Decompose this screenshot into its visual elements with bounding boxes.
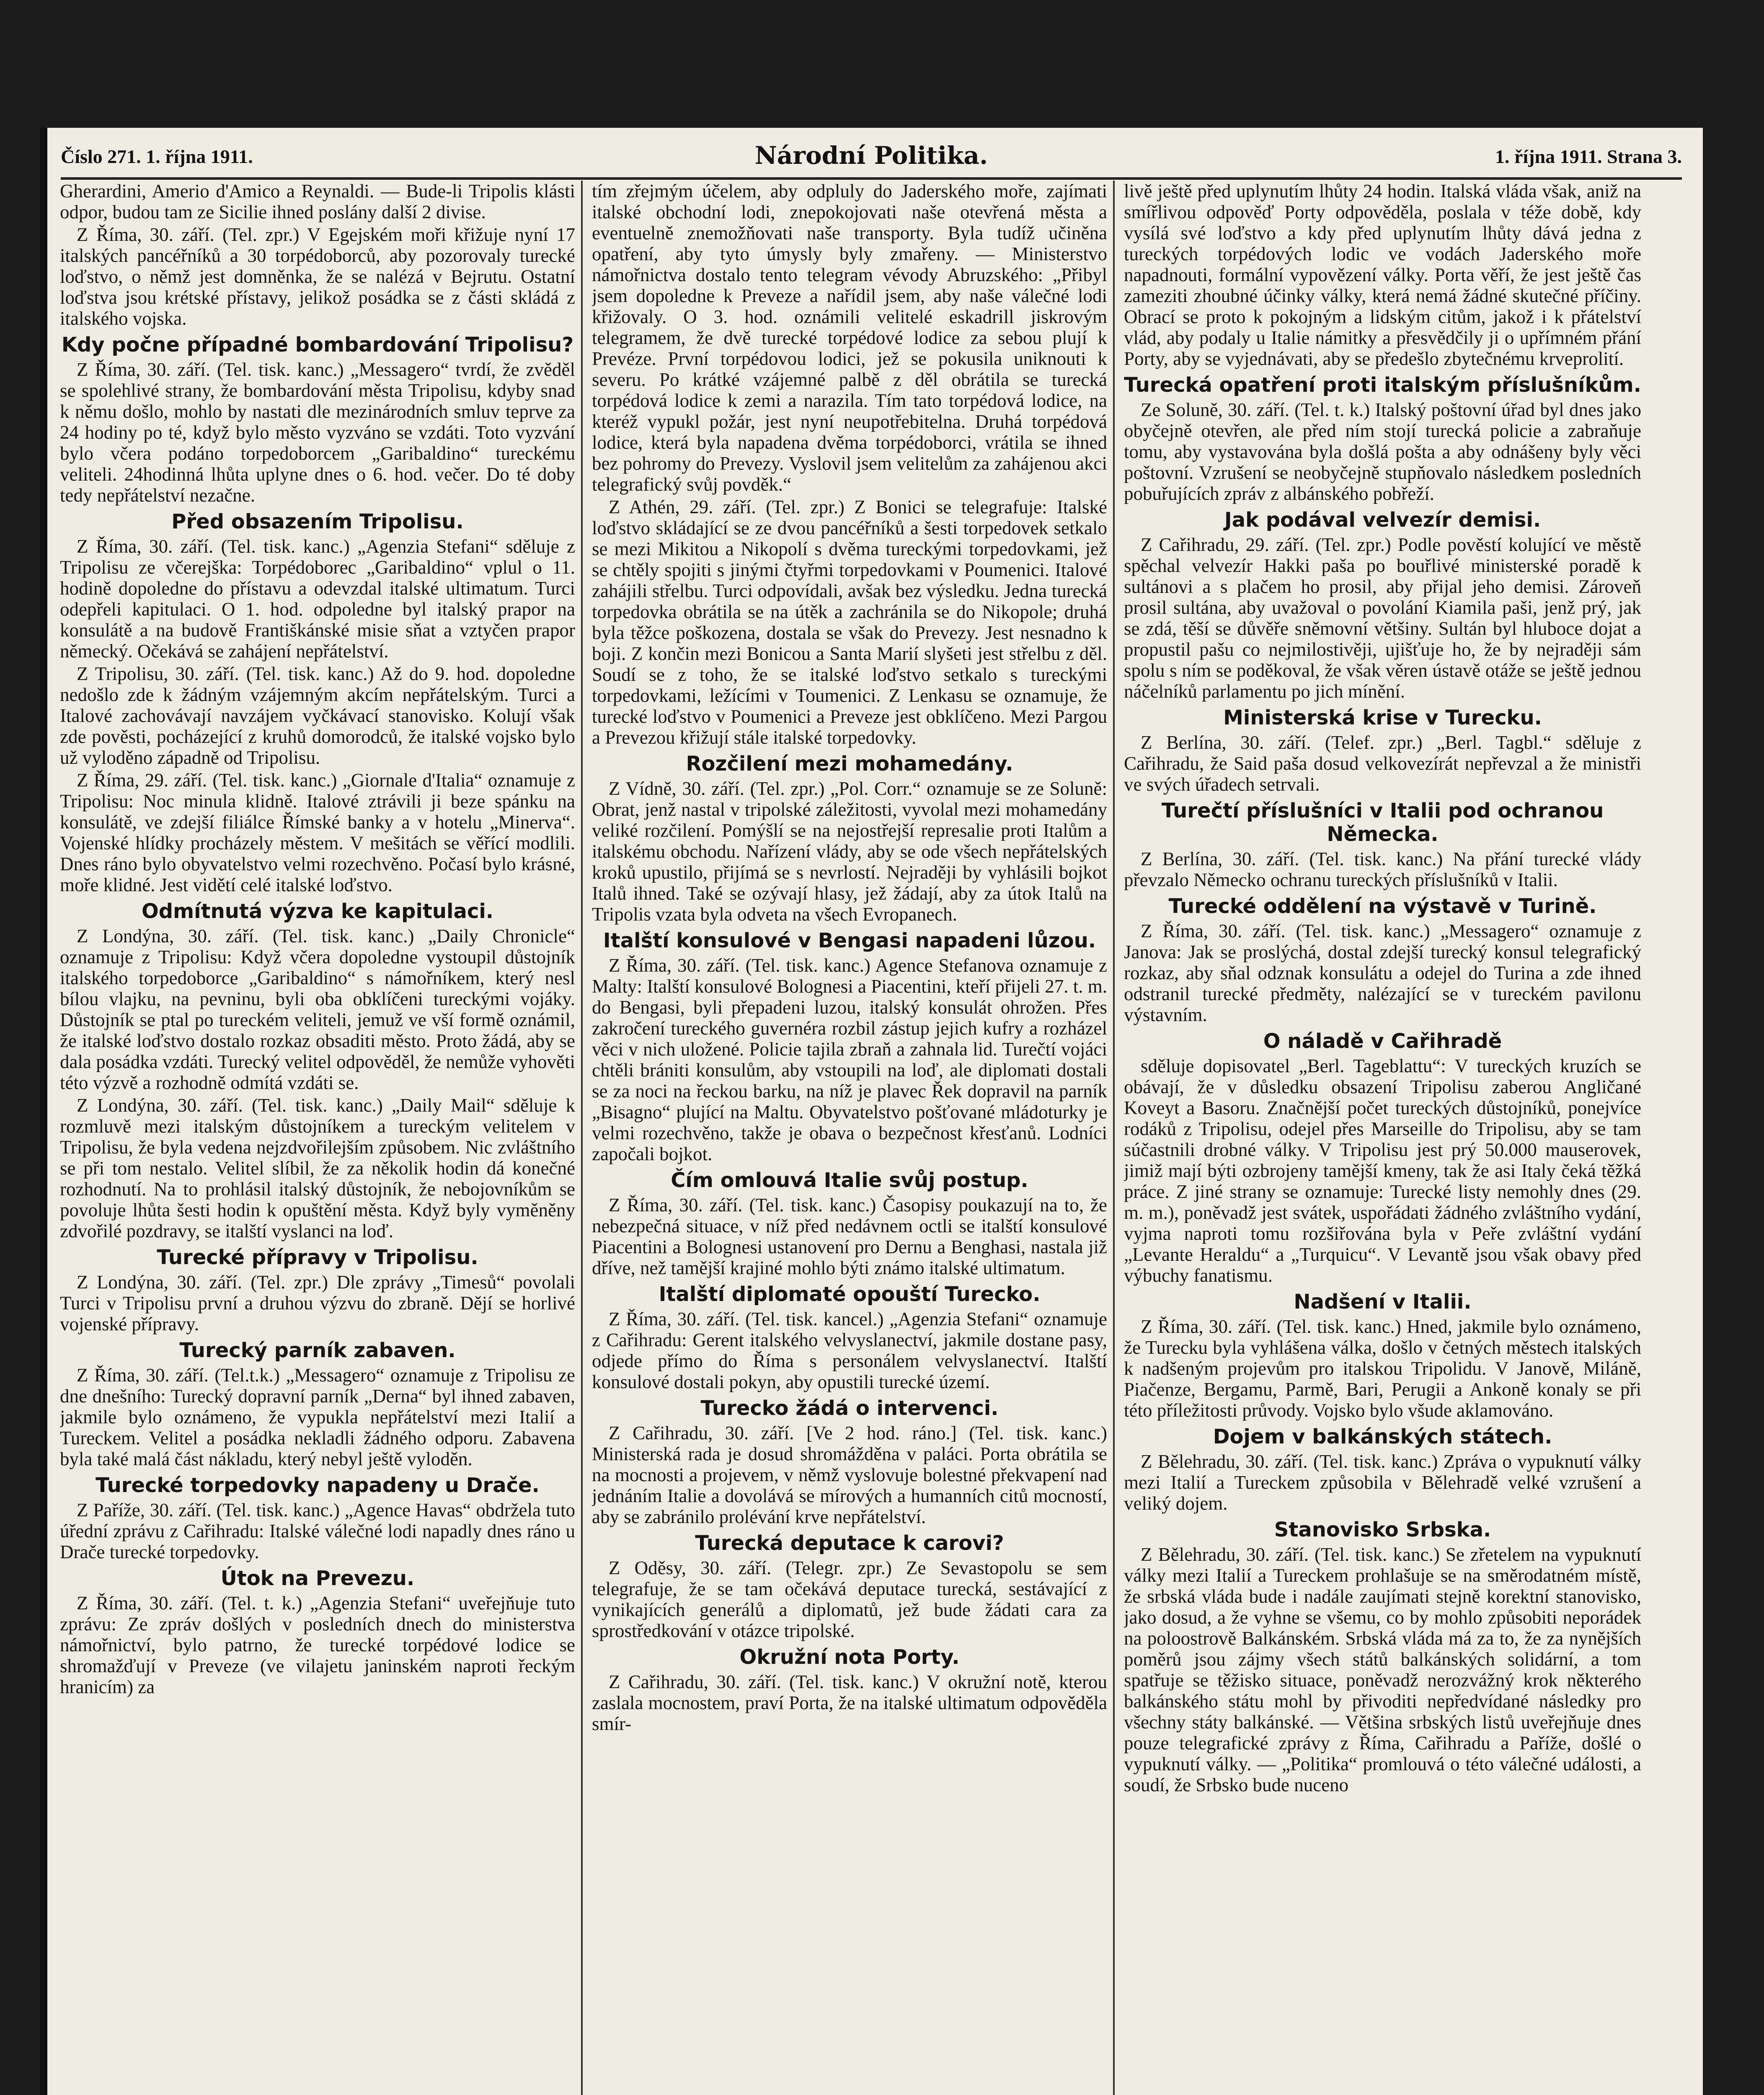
article-headline: Útok na Prevezu. [220, 1567, 415, 1590]
article-headline: Ministerská krise v Turecku. [1223, 706, 1542, 729]
header-issue-date: Číslo 271. 1. října 1911. [61, 146, 253, 167]
article-headline: Turečtí příslušníci v Italii pod ochranou Německa. [1161, 799, 1604, 846]
page-binding-edge [40, 128, 47, 2095]
article-paragraph: Z Říma, 30. září. (Tel. tisk. kanc.) „Messagero“ oznamuje z Janova: Jak se proslýchá, dostal zdejší turecký konsul telegrafický rozkaz, aby sňal odznak konsulátu a odejel do Turina a zde ihned odstranil turecké předměty, nalézající se v tureckém pavilonu výstavním. [1124, 921, 1641, 1025]
article-paragraph: Z Říma, 30. září. (Tel. tisk. kanc.) Časopisy poukazují na to, že nebezpečná situace, v níž před nedávnem octli se italští konsulové Piacentini a Bolognesi ustanovení pro Dernu a Benghasi, nastala již dříve, než tamější krajiné mohlo býti známo italské ultimatum. [592, 1195, 1107, 1278]
article-headline: Italští diplomaté opouští Turecko. [659, 1283, 1041, 1306]
article-headline: Okružní nota Porty. [739, 1645, 960, 1669]
article-headline: Turecká opatření proti italským příslušníkům. [1124, 373, 1641, 397]
article-paragraph: Z Bělehradu, 30. září. (Tel. tisk. kanc.) Zpráva o vypuknutí války mezi Italií a Tureckem způsobila v Bělehradě velké vzrušení a veliký dojem. [1124, 1451, 1641, 1514]
article-paragraph: Z Bělehradu, 30. září. (Tel. tisk. kanc.) Se zřetelem na vypuknutí války mezi Italií a Tureckem prohlašuje se na směrodatném místě, že srbská vláda bude i nadále zaujímati stejně korektní stanovisko, jako dosud, a že vyhne se všemu, co by mohlo způsobiti neporádek na poloostrově Balkánském. Srbská vláda má za to, že za nynějších poměrů jsou zájmy všech států balkánských solidární, a tom spatřuje se těžisko situace, poněvadž nerozvážný krok některého balkánského státu mohl by přivoditi nepředvídané následky pro všechny státy balkánské. — Většina srbských listů uveřejňuje dnes pouze telegrafické zprávy z Říma, Cařihradu a Paříže, došlé o vypuknutí války. — „Politika“ promlouvá o této válečné události, a soudí, že Srbsko bude nuceno [1124, 1544, 1641, 1795]
article-headline: Před obsazením Tripolisu. [171, 510, 464, 533]
text-column-3 [1124, 181, 1641, 2095]
article-headline: Turecko žádá o intervenci. [700, 1397, 999, 1420]
article-paragraph: Z Berlína, 30. září. (Tel. tisk. kanc.) Na přání turecké vlády převzalo Německo ochranu tureckých příslušníků v Italii. [1124, 848, 1641, 890]
article-paragraph: Z Cařihradu, 29. září. (Tel. zpr.) Podle pověstí kolující ve městě spěchal velvezír Hakki paša po bouřlivé ministerské poradě k sultánovi a s plačem ho prosil, aby přijal jeho demisi. Zároveň prosil sultána, aby uvažoval o povolání Kiamila paši, jenž prý, jak se zdá, těší se důvěře sněmovní většiny. Sultán byl hluboce dojat a propustil pašu co nejmilostivěji, ujišťuje ho, že by nejraději sám spolu s ním se poděkoval, že však věren ústavě otáže se ještě jednou náčelníků parlamentu po jich mínění. [1124, 534, 1641, 702]
article-headline: Turecké přípravy v Tripolisu. [157, 1246, 478, 1269]
article-paragraph: Z Říma, 30. září. (Tel. tisk. kanc.) Hned, jakmile bylo oznámeno, že Turecku byla vyhlášena válka, došlo v četných městech italských k nadšeným projevům pro italskou Tripolidu. V Janově, Miláně, Piačenze, Bergamu, Parmě, Bari, Perugii a Ankoně konaly se při této příležitosti průvody. Vojsko bylo všude aklamováno. [1124, 1316, 1641, 1421]
article-paragraph: Z Říma, 30. září. (Tel.t.k.) „Messagero“ oznamuje z Tripolisu ze dne dnešního: Turecký dopravní parník „Derna“ byl ihned zabaven, jakmile bylo oznámeno, že vypukla nepřátelství mezi Italií a Tureckem. Velitel a posádka nekladli žádného odporu. Zabavena byla také malá část nákladu, který nebyl ještě vyloděn. [60, 1365, 575, 1469]
article-paragraph: Z Athén, 29. září. (Tel. zpr.) Z Bonici se telegrafuje: Italské loďstvo skládající se ze dvou pancéřníků a šesti torpedovek setkalo se mezi Mikitou a Nikopolí s dvěma tureckými torpedovkami, jež se chtěly spojiti s jinými čtyřmi torpedovkami v Poumenici. Italové zahájili střelbu. Turci odpovídali, avšak bez výsledku. Jedna turecká torpedovka obrátila se na útěk a zachránila se do Nikopole; druhá byla těžce poškozena, dostala se však do Prevezy. Jest nesnadno k boji. Z končin mezi Bonicou a Santa Marií slyšeti jest střelbu z děl. Soudí se z toho, že se italské loďstvo setkalo s tureckými torpedovkami, ležícími v Toumenici. Z Lenkasu se oznamuje, že turecké loďstvo v Poumenici a Preveze jest obklíčeno. Mezi Pargou a Prevezou křižují stále italské torpedovky. [592, 497, 1107, 748]
page-header [61, 139, 1682, 176]
article-headline: Čím omlouvá Italie svůj postup. [671, 1169, 1028, 1192]
article-paragraph: Z Londýna, 30. září. (Tel. tisk. kanc.) „Daily Chronicle“ oznamuje z Tripolisu: Když včera dopoledne vystoupil důstojník italského torpedoborce „Garibaldino“ s námořníkem, který nesl bílou vlajku, na pevninu, byli oba obklíčeni tureckými vojáky. Důstojník se ptal po tureckém veliteli, jemuž ve vší formě oznámil, že italské loďstvo dostalo rozkaz obsaditi město. Proto žádá, aby se dala posádka vzdáti. Turecký velitel odpověděl, že nemůže vyhověti této výzvě a rozhodně odmítá vzdáti se. [60, 926, 575, 1093]
article-headline: Kdy počne případné bombardování Tripolisu? [61, 333, 574, 357]
article-paragraph: Z Říma, 30. září. (Tel. tisk. kanc.) „Messagero“ tvrdí, že zvěděl se spolehlivé strany, že bombardování města Tripolisu, kdyby snad k němu došlo, mohlo by nastati dle mezinárodních smluv teprve za 24 hodiny po té, když bylo město vyzváno se vzdáti. Toto vyzvání bylo včera podáno torpedoborcem „Garibaldino“ tureckému veliteli. 24hodinná lhůta uplyne dnes o 6. hod. večer. Do té doby tedy nepřátelství nezačne. [60, 359, 575, 506]
article-paragraph: Ze Soluně, 30. září. (Tel. t. k.) Italský poštovní úřad byl dnes jako obyčejně otevřen, ale před ním stojí turecká policie a zabraňuje tomu, aby vystavována byla došlá pošta a aby odnášeny byly věci poštovní. Vzrušení se neobyčejně stupňovalo následkem posledních pobuřujících zpráv z albánského pobřeží. [1124, 399, 1641, 504]
article-paragraph: Z Paříže, 30. září. (Tel. tisk. kanc.) „Agence Havas“ obdržela tuto úřední zprávu z Cařihradu: Italské válečné lodi napadly dnes ráno u Drače turecké torpedovky. [60, 1500, 575, 1562]
article-headline: Italští konsulové v Bengasi napadeni lůzou. [603, 929, 1096, 952]
newspaper-page [40, 128, 1703, 2095]
article-headline: Turecké oddělení na výstavě v Turině. [1168, 895, 1597, 918]
article-paragraph: Z Říma, 30. září. (Tel. tisk. kancel.) „Agenzia Stefani“ oznamuje z Cařihradu: Gerent italského velvyslanectví, jakmile dostane pasy, odjede přímo do Říma s personálem velvyslanectví. Italští konsulové dostali pokyn, aby opustili turecké území. [592, 1309, 1107, 1392]
article-paragraph: tím zřejmým účelem, aby odpluly do Jaderského moře, zajímati italské obchodní lodi, znepokojovati naše otevřená města a eventuelně znemožňovati naše transporty. Byla tudíž učiněna opatření, aby tyto úmysly byly zmařeny. — Ministerstvo námořnictva dostalo tento telegram vévody Abruzského: „Přibyl jsem dopoledne k Preveze a nařídil jsem, aby naše válečné lodi křižovaly. O 3. hod. oznámili velitelé eskadrill jiskrovým telegramem, že dvě turecké torpédové lodice za sebou plují k Prevéze. První torpédovou lodici, jež se pokusila uniknouti k severu. Po krátké vzájemné palbě z děl obrátila se turecká torpédová lodice k zemi a narazila. Tím tato torpédová lodice, na kteréž vypukl požár, jest nyní neupotřebitelna. Druhá torpédová lodice, která byla napadena dvěma torpédoborci, vrátila se ihned bez pohromy do Prevezy. Vyslovil jsem velitelům za zahájenou akci telegrafický svůj povděk.“ [592, 181, 1107, 495]
article-paragraph: Z Cařihradu, 30. září. [Ve 2 hod. ráno.] (Tel. tisk. kanc.) Ministerská rada je dosud shromážděna v paláci. Porta obrátila se na mocnosti a projevem, v němž vyslovuje bolestné překvapení nad jednáním Italie a dovolává se mírových a humanních citů mocností, aby se zabránilo prolévání krve nepřátelství. [592, 1423, 1107, 1527]
article-paragraph: Gherardini, Amerio d'Amico a Reynaldi. — Bude-li Tripolis klásti odpor, budou tam ze Sicilie ihned poslány další 2 divise. [60, 181, 575, 222]
header-masthead: Národní Politika. [754, 141, 988, 170]
article-paragraph: livě ještě před uplynutím lhůty 24 hodin. Italská vláda však, aniž na smířlivou odpověď Porty odpověděla, poslala v téže době, kdy vysílá své loďstvo a kdy před uplynutím lhůty dává jedna z tureckých torpédových lodic ve vodách Jaderského moře napadnouti, formální vypovězení války. Porta věří, že jest ještě čas zameziti zhoubné účinky války, která nemá žádné skutečné příčiny. Obrací se proto k pokojným a lidským citům, jakož i k přátelství vlád, aby podaly u Italie námitky a přesvědčily ji o upřímném přání Porty, aby se vyjednávati, aby se předešlo zbytečnému krveprolití. [1124, 181, 1641, 369]
article-paragraph: Z Oděsy, 30. září. (Telegr. zpr.) Ze Sevastopolu se sem telegrafuje, že se tam očekává deputace turecká, sestávající z vynikajících generálů a diplomatů, jež bude žádati cara za sprostředkování v otázce tripolské. [592, 1557, 1107, 1641]
article-paragraph: Z Říma, 30. září. (Tel. zpr.) V Egejském moři křižuje nyní 17 italských pancéřníků a 30 torpédoborců, aby pozorovaly turecké loďstvo, o němž jest domněnka, že se nalézá v Bejrutu. Ostatní loďstva jsou krétské přístavy, jelikož posádka se z části skládá z italského vojska. [60, 224, 575, 329]
article-paragraph: Z Vídně, 30. září. (Tel. zpr.) „Pol. Corr.“ oznamuje se ze Soluně: Obrat, jenž nastal v tripolské záležitosti, vyvolal mezi mohamedány veliké rozčilení. Pomýšlí se na nejostřejší represalie proti Italům a italskému obchodu. Nařízení vlády, aby se ode všech nepřátelských kroků upustilo, přijímá se s nevrlostí. Nejraději by vyhlásili bojkot Italů ihned. Také se ozývají hlasy, jež žádají, aby za útok Italů na Tripolis vzata byla odveta na všech Evropanech. [592, 778, 1107, 925]
article-paragraph: Z Berlína, 30. září. (Telef. zpr.) „Berl. Tagbl.“ sděluje z Cařihradu, že Said paša dosud velkovezírát nepřevzal a že ministři ve svých úřadech setrvali. [1124, 732, 1641, 795]
article-headline: Turecká deputace k carovi? [695, 1531, 1004, 1555]
text-column-1 [60, 181, 575, 2095]
article-paragraph: Z Říma, 30. září. (Tel. tisk. kanc.) Agence Stefanova oznamuje z Malty: Italští konsulové Bolognesi a Piacentini, kteří přijeli 27. t. m. do Bengasi, byli přepadeni luzou, italský konsulát ohrožen. Přes zakročení tureckého guvernéra rozbil zástup jejich kufry a rozházel věci v nich uložené. Policie tajila zbraň a zahnala lid. Turečtí vojáci chtěli brániti konsulům, aby vstoupili na loď, ale diplomati dostali se za noci na řeckou barku, na níž je plavec Řek dopravil na parník „Bisagno“ plující na Maltu. Obyvatelstvo pošťované mládoturky je velmi rozechvěno, takže je obava o bezpečnost křesťanů. Lodníci započali bojkot. [592, 955, 1107, 1164]
header-date-page: 1. října 1911. Strana 3. [1495, 146, 1682, 167]
article-headline: Stanovisko Srbska. [1274, 1518, 1491, 1542]
header-rule [61, 177, 1682, 180]
column-divider [581, 181, 583, 2095]
article-paragraph: Z Říma, 30. září. (Tel. t. k.) „Agenzia Stefani“ uveřejňuje tuto zprávu: Ze zpráv došlých v posledních dnech do ministerstva námořnictví, bylo patrno, že turecké torpédové lodice se shromažďují v Preveze (ve vilajetu janinském naproti řeckým hranicím) za [60, 1593, 575, 1697]
article-paragraph: Z Říma, 30. září. (Tel. tisk. kanc.) „Agenzia Stefani“ sděluje z Tripolisu ze včerejška: Torpédoborec „Garibaldino“ vplul o 11. hodině dopoledne do přístavu a odevzdal italské ultimatum. Turci odepřeli kapitulaci. O 1. hod. odpoledne byl italský prapor na konsulátě a na budově Františkánské misie sňat a vztyčen prapor německý. Očekává se zahájení nepřátelství. [60, 536, 575, 662]
text-column-2 [592, 181, 1107, 2095]
article-headline: O náladě v Cařihradě [1263, 1029, 1502, 1053]
article-paragraph: Z Londýna, 30. září. (Tel. zpr.) Dle zprávy „Timesů“ povolali Turci v Tripolisu první a druhou výzvu do zbraně. Dějí se horlivé vojenské přípravy. [60, 1272, 575, 1335]
article-headline: Dojem v balkánských státech. [1213, 1425, 1552, 1448]
article-headline: Jak podával velvezír demisi. [1224, 508, 1541, 532]
article-paragraph: Z Tripolisu, 30. září. (Tel. tisk. kanc.) Až do 9. hod. dopoledne nedošlo zde k žádným vzájemným akcím nepřátelským. Turci a Italové zachovávají navzájem vyčkávací stanovisko. Kolují však zde pověsti, pocházející z kruhů domorodců, že italské vojsko bylo už vyloděno západně od Tripolisu. [60, 663, 575, 768]
article-headline: Odmítnutá výzva ke kapitulaci. [142, 900, 493, 923]
column-divider [1113, 181, 1115, 2095]
article-headline: Rozčilení mezi mohamedány. [686, 752, 1013, 776]
article-headline: Nadšení v Italii. [1294, 1290, 1472, 1314]
article-paragraph: Z Říma, 29. září. (Tel. tisk. kanc.) „Giornale d'Italia“ oznamuje z Tripolisu: Noc minula klidně. Italové ztrávili ji beze spánku na konsulátě, ve zdejší filiálce Římské banky a v hotelu „Minerva“. Vojenské hlídky procházely městem. V mešitách se věřící modlili. Dnes ráno bylo obyvatelstvo velmi rozechvěno. Počasí bylo krásné, moře klidné. Jest vidětí celé italské loďstvo. [60, 770, 575, 895]
article-headline: Turecký parník zabaven. [179, 1339, 456, 1362]
article-paragraph: Z Cařihradu, 30. září. (Tel. tisk. kanc.) V okružní notě, kterou zaslala mocnostem, praví Porta, že na italské ultimatum odpověděla smír- [592, 1671, 1107, 1734]
article-headline: Turecké torpedovky napadeny u Drače. [96, 1474, 540, 1497]
article-paragraph: Z Londýna, 30. září. (Tel. tisk. kanc.) „Daily Mail“ sděluje k rozmluvě mezi italským důstojníkem a tureckým velitelem v Tripolisu, že byla vedena nejzdvořilejším způsobem. Nic zvláštního se při tom nestalo. Velitel slíbil, že za několik hodin dá konečné rozhodnutí. Na to prohlásil italský důstojník, že nebojovníkům se povoluje lhůta šesti hodin k opuštění města. Když byly vyměněny zdvořilé pozdravy, se italští vyslanci na loď. [60, 1095, 575, 1241]
article-paragraph: sděluje dopisovatel „Berl. Tageblattu“: V tureckých kruzích se obávají, že v důsledku obsazení Tripolisu zaberou Angličané Koveyt a Basoru. Značnější počet tureckých důstojníků, ponejvíce rodáků z Tripolisu, odejel přes Marseille do Tripolisu, aby se tam súčastnili drobné války. V Tripolisu jest prý 50.000 mauserovek, jimiž mají býti ozbrojeny tamější kmeny, tak že asi Italy čeká těžká práce. Z jiné strany se oznamuje: Turecké listy nemohly dnes (29. m. m.), poněvadž jest svátek, uspořádati žádného zvláštního vydání, vyjma naproti tomu rozšiřována byla v Peře zvláštní vydání „Levante Heraldu“ a „Turquicu“. V Levantě jsou však obavy před výbuchy fanatismu. [1124, 1055, 1641, 1286]
